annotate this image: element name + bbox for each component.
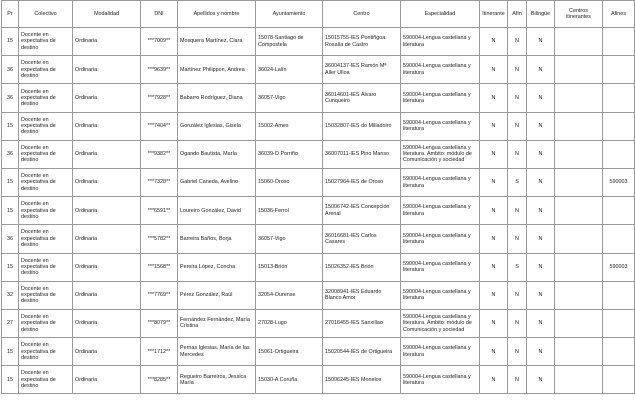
assignments-table: [1, 0, 635, 394]
cell-ayuntamiento: 27028-Lugo: [256, 309, 323, 337]
cell-afin: N: [508, 338, 527, 366]
cell-pr: 32: [2, 281, 19, 309]
cell-centros-itinerantes: [555, 56, 603, 84]
cell-nombre: Regueiro Barreiros, Jessica María: [178, 366, 256, 394]
col-header-especialidad: Especialidad: [401, 1, 480, 28]
cell-pr: 36: [2, 56, 19, 84]
cell-modalidad: Ordinaria: [73, 56, 141, 84]
cell-dni: ***1568**: [141, 253, 178, 281]
cell-nombre: Pereira López, Concha: [178, 253, 256, 281]
cell-pr: 15: [2, 28, 19, 56]
cell-especialidad: 590004-Lengua castellana y literatura: [401, 56, 480, 84]
cell-nombre: Fernández Fernández, María Cristina: [178, 309, 256, 337]
cell-bilingue: N: [527, 197, 555, 225]
cell-pr: 15: [2, 112, 19, 140]
col-header-centros-itinerantes: Centros itinerantes: [555, 1, 603, 28]
cell-nombre: Martínez Philippon, Andrea: [178, 56, 256, 84]
table-row: [2, 338, 635, 366]
cell-itinerante: N: [480, 168, 508, 196]
cell-bilingue: N: [527, 225, 555, 253]
cell-ayuntamiento: 15036-Ferrol: [256, 197, 323, 225]
cell-afin: S: [508, 253, 527, 281]
cell-afines: [603, 366, 635, 394]
cell-centro: 36004137-IES Ramón Mª Aller Ulloa: [323, 56, 401, 84]
cell-modalidad: Ordinaria: [73, 140, 141, 168]
cell-bilingue: N: [527, 28, 555, 56]
cell-centros-itinerantes: [555, 253, 603, 281]
cell-bilingue: N: [527, 366, 555, 394]
cell-afines: [603, 140, 635, 168]
cell-ayuntamiento: 15061-Ortigueira: [256, 338, 323, 366]
table-row: [2, 253, 635, 281]
col-header-colectivo: Colectivo: [19, 1, 73, 28]
cell-especialidad: 590004-Lengua castellana y literatura. Ámbito: módulo de Comunicación y sociedad: [401, 140, 480, 168]
cell-centro: 27016455-IES Sanxillao: [323, 309, 401, 337]
cell-pr: 15: [2, 338, 19, 366]
cell-modalidad: Ordinaria: [73, 309, 141, 337]
cell-bilingue: N: [527, 253, 555, 281]
cell-modalidad: Ordinaria: [73, 253, 141, 281]
col-header-afin: Afín: [508, 1, 527, 28]
cell-ayuntamiento: 15078-Santiago de Compostela: [256, 28, 323, 56]
cell-ayuntamiento: 36024-Lalín: [256, 56, 323, 84]
cell-modalidad: Ordinaria: [73, 112, 141, 140]
col-header-modalidad: Modalidad: [73, 1, 141, 28]
cell-colectivo: Docente en expectativa de destino: [19, 197, 73, 225]
cell-afin: N: [508, 140, 527, 168]
cell-modalidad: Ordinaria: [73, 197, 141, 225]
cell-nombre: Ogando Bautista, María: [178, 140, 256, 168]
cell-ayuntamiento: 36057-Vigo: [256, 84, 323, 112]
cell-modalidad: Ordinaria: [73, 28, 141, 56]
cell-itinerante: N: [480, 338, 508, 366]
cell-especialidad: 590004-Lengua castellana y literatura: [401, 168, 480, 196]
cell-afines: [603, 84, 635, 112]
col-header-itinerante: Itinerante: [480, 1, 508, 28]
cell-dni: ***1712**: [141, 338, 178, 366]
cell-pr: 15: [2, 197, 19, 225]
cell-especialidad: 590004-Lengua castellana y literatura: [401, 253, 480, 281]
cell-afin: N: [508, 84, 527, 112]
cell-pr: 36: [2, 225, 19, 253]
cell-bilingue: N: [527, 168, 555, 196]
cell-nombre: Mosquera Martínez, Clara: [178, 28, 256, 56]
cell-centro: 15027964-IES de Oroso: [323, 168, 401, 196]
cell-centros-itinerantes: [555, 168, 603, 196]
cell-ayuntamiento: 36057-Vigo: [256, 225, 323, 253]
col-header-centro: Centro: [323, 1, 401, 28]
cell-itinerante: N: [480, 309, 508, 337]
cell-dni: ***9639**: [141, 56, 178, 84]
cell-centro: 36014601-IES Álvaro Cunqueiro: [323, 84, 401, 112]
cell-itinerante: N: [480, 281, 508, 309]
cell-centro: 15006245-IES Monelos: [323, 366, 401, 394]
cell-nombre: Gabriel Caneda, Avelino: [178, 168, 256, 196]
cell-ayuntamiento: 36039-O Porriño: [256, 140, 323, 168]
cell-bilingue: N: [527, 84, 555, 112]
col-header-pr: Pr: [2, 1, 19, 28]
cell-modalidad: Ordinaria: [73, 366, 141, 394]
cell-centro: 15020544-IES de Ortigueira: [323, 338, 401, 366]
table-row: [2, 112, 635, 140]
table-row: [2, 84, 635, 112]
cell-nombre: Loureiro González, David: [178, 197, 256, 225]
cell-colectivo: Docente en expectativa de destino: [19, 309, 73, 337]
cell-especialidad: 590004-Lengua castellana y literatura: [401, 338, 480, 366]
cell-centros-itinerantes: [555, 197, 603, 225]
cell-modalidad: Ordinaria: [73, 84, 141, 112]
cell-modalidad: Ordinaria: [73, 338, 141, 366]
cell-afines: [603, 338, 635, 366]
cell-itinerante: N: [480, 28, 508, 56]
cell-afines: [603, 309, 635, 337]
cell-pr: 36: [2, 84, 19, 112]
cell-dni: ***7328**: [141, 168, 178, 196]
cell-afines: [603, 197, 635, 225]
cell-colectivo: Docente en expectativa de destino: [19, 28, 73, 56]
cell-especialidad: 590004-Lengua castellana y literatura: [401, 366, 480, 394]
cell-centro: 36016681-IES Carlos Casares: [323, 225, 401, 253]
header-row: [2, 1, 635, 28]
cell-colectivo: Docente en expectativa de destino: [19, 112, 73, 140]
cell-especialidad: 590004-Lengua castellana y literatura: [401, 281, 480, 309]
cell-dni: ***8079**: [141, 309, 178, 337]
cell-colectivo: Docente en expectativa de destino: [19, 281, 73, 309]
cell-modalidad: Ordinaria: [73, 168, 141, 196]
cell-afin: N: [508, 309, 527, 337]
cell-pr: 15: [2, 168, 19, 196]
cell-bilingue: N: [527, 309, 555, 337]
cell-centros-itinerantes: [555, 366, 603, 394]
cell-ayuntamiento: 32054-Ourense: [256, 281, 323, 309]
cell-bilingue: N: [527, 338, 555, 366]
cell-modalidad: Ordinaria: [73, 281, 141, 309]
cell-centro: 15006742-IES Concepción Arenal: [323, 197, 401, 225]
cell-especialidad: 590004-Lengua castellana y literatura: [401, 225, 480, 253]
cell-ayuntamiento: 15060-Oroso: [256, 168, 323, 196]
cell-centros-itinerantes: [555, 225, 603, 253]
cell-centro: 15032807-IES do Milladoiro: [323, 112, 401, 140]
cell-nombre: Babarro Rodríguez, Diana: [178, 84, 256, 112]
cell-especialidad: 590004-Lengua castellana y literatura. Ámbito: módulo de Comunicación y sociedad: [401, 309, 480, 337]
cell-especialidad: 590004-Lengua castellana y literatura: [401, 84, 480, 112]
cell-dni: ***7404**: [141, 112, 178, 140]
cell-afin: N: [508, 197, 527, 225]
cell-afines: [603, 112, 635, 140]
cell-bilingue: N: [527, 112, 555, 140]
cell-nombre: Pérez González, Raúl: [178, 281, 256, 309]
cell-especialidad: 590004-Lengua castellana y literatura: [401, 28, 480, 56]
cell-nombre: Pernas Iglesias, María de las Mercedes: [178, 338, 256, 366]
cell-itinerante: N: [480, 366, 508, 394]
cell-itinerante: N: [480, 197, 508, 225]
cell-centro: 15015755-IES Pontiñgoa Rosalía de Castro: [323, 28, 401, 56]
cell-modalidad: Ordinaria: [73, 225, 141, 253]
cell-dni: ***6591**: [141, 197, 178, 225]
cell-ayuntamiento: 15030-A Coruña: [256, 366, 323, 394]
cell-dni: ***7009**: [141, 28, 178, 56]
cell-centro: 36007011-IES Pino Manso: [323, 140, 401, 168]
cell-itinerante: N: [480, 84, 508, 112]
cell-pr: 15: [2, 366, 19, 394]
cell-centros-itinerantes: [555, 140, 603, 168]
cell-colectivo: Docente en expectativa de destino: [19, 168, 73, 196]
cell-pr: 36: [2, 140, 19, 168]
cell-centros-itinerantes: [555, 112, 603, 140]
cell-afin: N: [508, 281, 527, 309]
cell-colectivo: Docente en expectativa de destino: [19, 84, 73, 112]
cell-dni: ***7769**: [141, 281, 178, 309]
table-row: [2, 225, 635, 253]
cell-afines: [603, 56, 635, 84]
cell-afines: [603, 281, 635, 309]
cell-ayuntamiento: 15002-Ames: [256, 112, 323, 140]
col-header-nombre: Apellidos y nombre: [178, 1, 256, 28]
cell-centro: 32008941-IES Eduardo Blanco Amor: [323, 281, 401, 309]
cell-centros-itinerantes: [555, 28, 603, 56]
cell-bilingue: N: [527, 56, 555, 84]
table-row: [2, 281, 635, 309]
table-row: [2, 366, 635, 394]
cell-colectivo: Docente en expectativa de destino: [19, 366, 73, 394]
cell-itinerante: N: [480, 225, 508, 253]
cell-itinerante: N: [480, 56, 508, 84]
col-header-dni: DNI: [141, 1, 178, 28]
cell-colectivo: Docente en expectativa de destino: [19, 253, 73, 281]
cell-afines: [603, 28, 635, 56]
cell-nombre: González Iglesias, Gisela: [178, 112, 256, 140]
cell-itinerante: N: [480, 112, 508, 140]
cell-pr: 27: [2, 309, 19, 337]
cell-centros-itinerantes: [555, 338, 603, 366]
cell-afines: 590003: [603, 168, 635, 196]
cell-dni: ***9382**: [141, 140, 178, 168]
table-row: [2, 140, 635, 168]
cell-afines: 590003: [603, 253, 635, 281]
cell-nombre: Barreira Baños, Borja: [178, 225, 256, 253]
cell-colectivo: Docente en expectativa de destino: [19, 56, 73, 84]
cell-colectivo: Docente en expectativa de destino: [19, 140, 73, 168]
cell-afin: N: [508, 56, 527, 84]
table-row: [2, 197, 635, 225]
table-row: [2, 168, 635, 196]
table-row: [2, 28, 635, 56]
cell-dni: ***7928**: [141, 84, 178, 112]
cell-centros-itinerantes: [555, 281, 603, 309]
cell-ayuntamiento: 15013-Brión: [256, 253, 323, 281]
cell-dni: ***8285**: [141, 366, 178, 394]
cell-centro: 15026352-IES Brión: [323, 253, 401, 281]
cell-colectivo: Docente en expectativa de destino: [19, 225, 73, 253]
cell-afin: N: [508, 28, 527, 56]
cell-centros-itinerantes: [555, 309, 603, 337]
cell-itinerante: N: [480, 253, 508, 281]
cell-itinerante: N: [480, 140, 508, 168]
col-header-afines: Afines: [603, 1, 635, 28]
cell-centros-itinerantes: [555, 84, 603, 112]
cell-bilingue: N: [527, 140, 555, 168]
cell-especialidad: 590004-Lengua castellana y literatura: [401, 197, 480, 225]
cell-especialidad: 590004-Lengua castellana y literatura: [401, 112, 480, 140]
cell-afin: N: [508, 366, 527, 394]
cell-afin: S: [508, 168, 527, 196]
table-row: [2, 309, 635, 337]
col-header-ayuntamiento: Ayuntamiento: [256, 1, 323, 28]
table-row: [2, 56, 635, 84]
cell-pr: 15: [2, 253, 19, 281]
cell-bilingue: N: [527, 281, 555, 309]
col-header-bilingue: Bilingüe: [527, 1, 555, 28]
cell-afin: N: [508, 225, 527, 253]
cell-afines: [603, 225, 635, 253]
cell-afin: N: [508, 112, 527, 140]
cell-dni: ***5782**: [141, 225, 178, 253]
cell-colectivo: Docente en expectativa de destino: [19, 338, 73, 366]
